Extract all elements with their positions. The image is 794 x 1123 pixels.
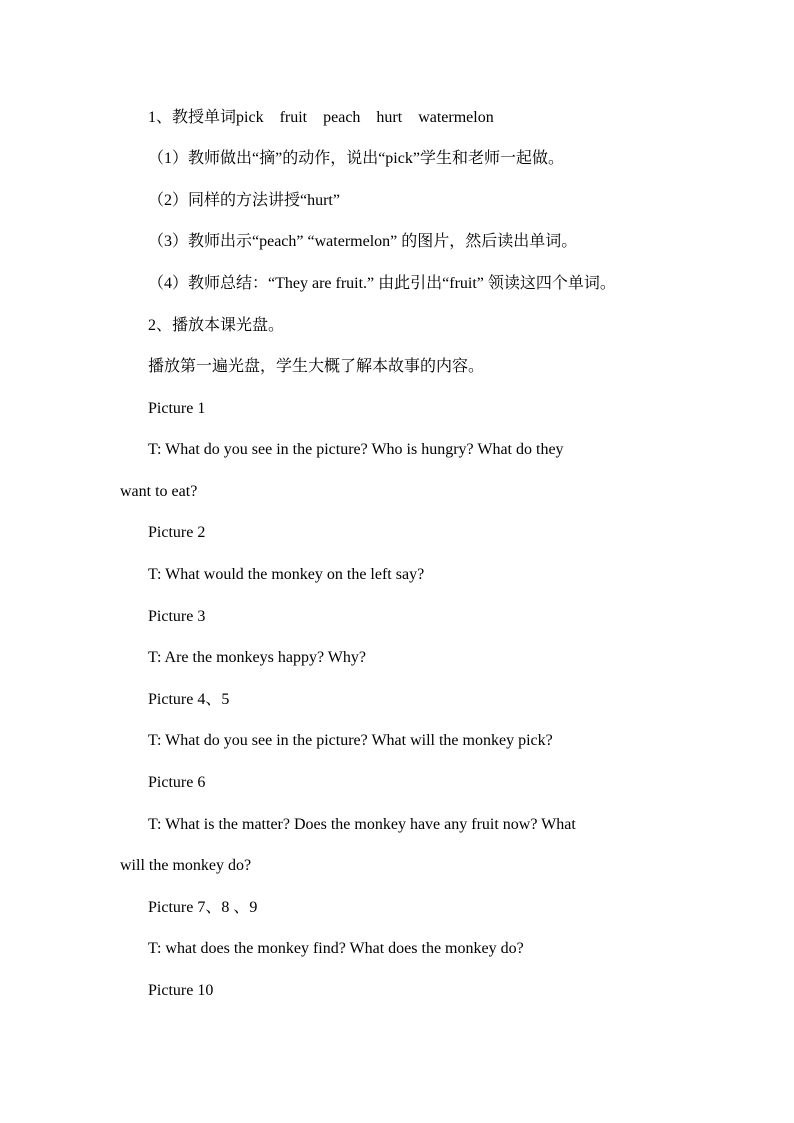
picture-3-label: Picture 3 [148, 608, 206, 625]
picture-10-label: Picture 10 [148, 982, 214, 999]
step-2: （2）同样的方法讲授“hurt” [148, 192, 340, 209]
picture-4-5-question: T: What do you see in the picture? What will the monkey pick? [148, 732, 553, 749]
picture-1-question: T: What do you see in the picture? Who is hungry? What do they [148, 441, 564, 458]
step-1: （1）教师做出“摘”的动作，说出“pick”学生和老师一起做。 [148, 150, 564, 167]
section-2-heading: 2、播放本课光盘。 [148, 317, 285, 334]
step-4: （4）教师总结：“They are fruit.” 由此引出“fruit” 领读这四个单词。 [148, 275, 616, 292]
vocab-word-watermelon: watermelon [418, 109, 494, 126]
vocab-word-peach: peach [323, 109, 361, 126]
picture-7-9-question: T: what does the monkey find? What does the monkey do? [148, 940, 524, 957]
vocab-word-hurt: hurt [376, 109, 403, 126]
picture-1-question-continuation: want to eat? [120, 483, 198, 500]
vocab-heading-line [148, 108, 494, 128]
picture-6-question-continuation: will the monkey do? [120, 857, 252, 874]
picture-2-question: T: What would the monkey on the left say? [148, 566, 425, 583]
vocab-word-fruit: fruit [279, 109, 308, 126]
picture-6-question: T: What is the matter? Does the monkey have any fruit now? What [148, 816, 576, 833]
section-2-intro: 播放第一遍光盘，学生大概了解本故事的内容。 [148, 358, 485, 375]
step-3: （3）教师出示“peach” “watermelon” 的图片，然后读出单词。 [148, 233, 578, 250]
picture-2-label: Picture 2 [148, 524, 206, 541]
picture-7-9-label: Picture 7、8 、9 [148, 899, 258, 916]
vocab-word-pick: pick [236, 109, 264, 126]
picture-6-label: Picture 6 [148, 774, 206, 791]
picture-3-question: T: Are the monkeys happy? Why? [148, 649, 366, 666]
vocab-heading: 1、教授单词 [148, 109, 237, 126]
picture-1-label: Picture 1 [148, 400, 206, 417]
picture-4-5-label: Picture 4、5 [148, 691, 230, 708]
